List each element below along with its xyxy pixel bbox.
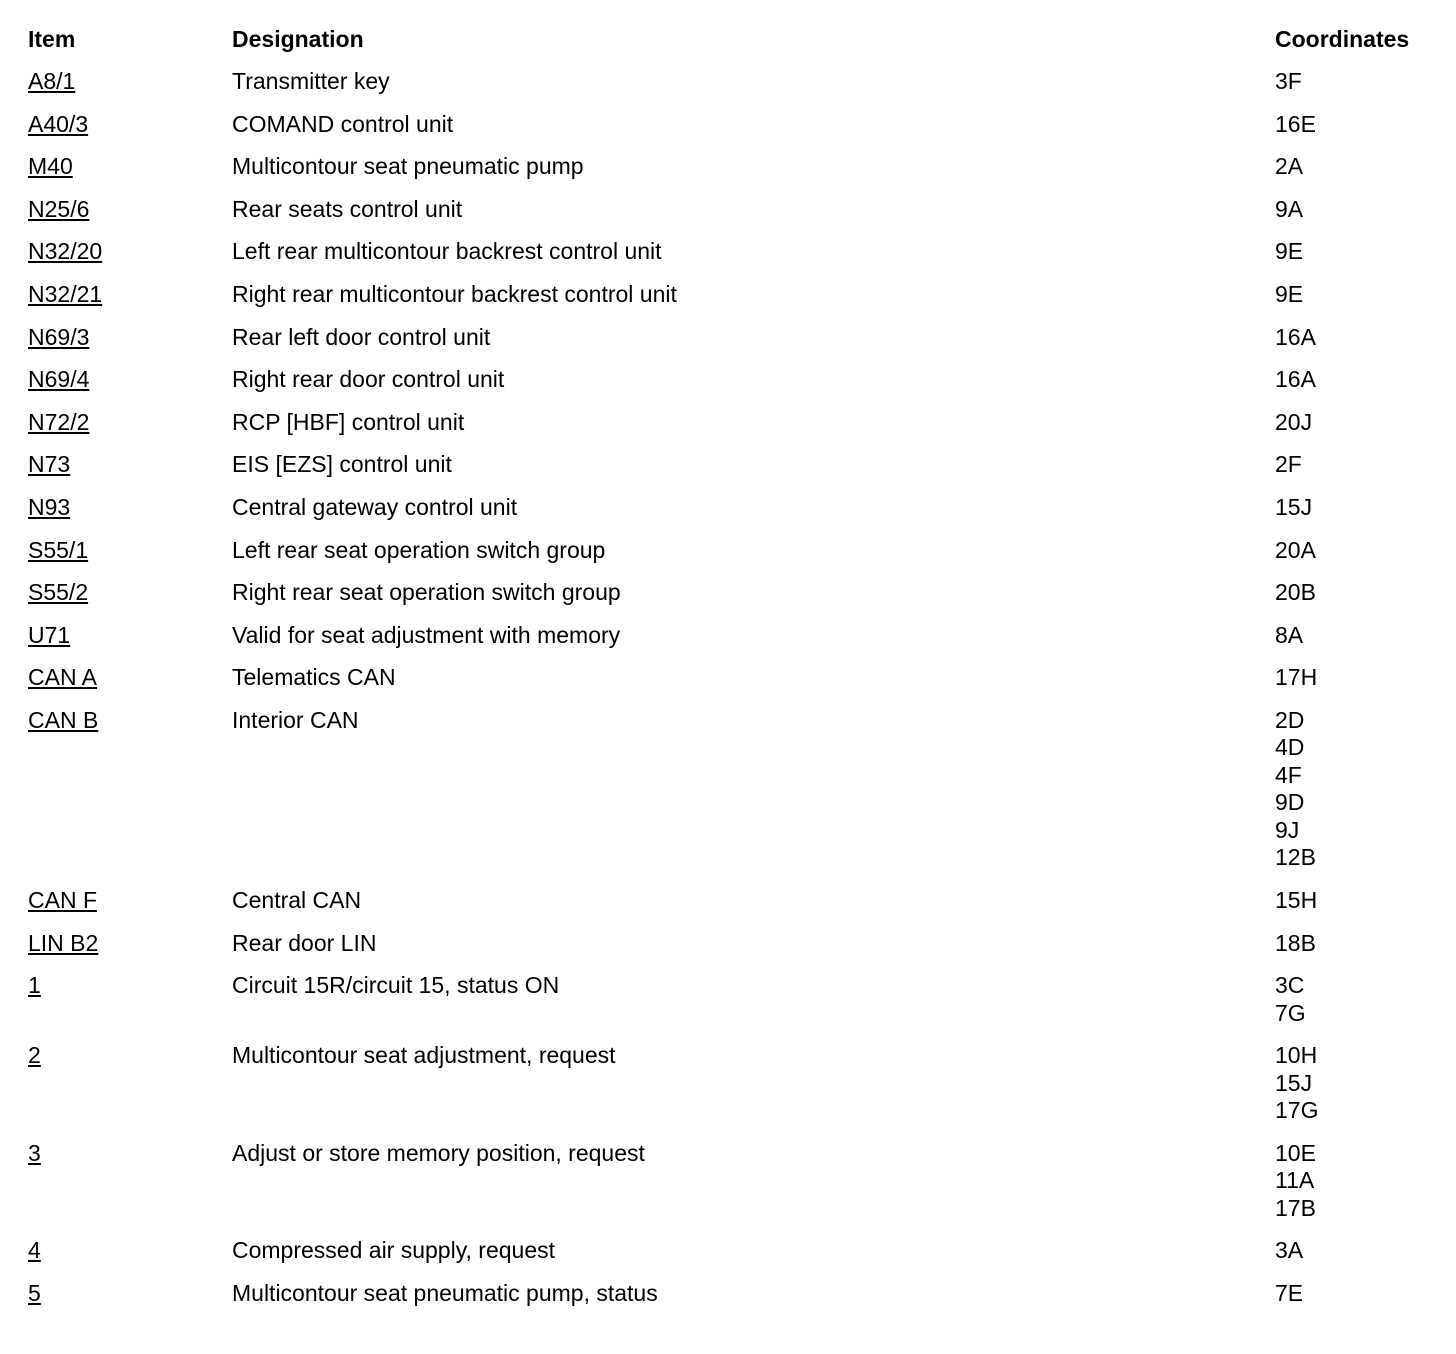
designation-cell: COMAND control unit	[232, 110, 454, 137]
coordinate-value: 20A	[1275, 536, 1316, 563]
item-cell	[28, 537, 232, 565]
item-link[interactable]: 4	[28, 1237, 41, 1264]
table-row	[28, 281, 1438, 324]
coordinate-value: 16E	[1275, 110, 1316, 137]
item-cell	[28, 622, 232, 650]
coordinate-value: 12B	[1275, 844, 1316, 871]
item-cell	[28, 366, 232, 394]
designation-cell: Telematics CAN	[232, 664, 396, 691]
coordinates-cell	[1275, 887, 1435, 915]
coordinate-value: 9D	[1275, 789, 1305, 816]
item-cell	[28, 972, 232, 1000]
designation-cell: Right rear seat operation switch group	[232, 579, 621, 606]
designation-cell: Interior CAN	[232, 706, 359, 733]
coordinates-cell	[1275, 324, 1435, 352]
table-row	[28, 579, 1438, 622]
designation-cell: Central gateway control unit	[232, 493, 518, 520]
coordinate-value: 15J	[1275, 1069, 1313, 1096]
item-cell	[28, 409, 232, 437]
designation-cell: Valid for seat adjustment with memory	[232, 621, 621, 648]
coordinates-cell	[1275, 238, 1435, 266]
coordinates-cell	[1275, 281, 1435, 309]
item-cell	[28, 153, 232, 181]
coordinates-cell	[1275, 153, 1435, 181]
table-row	[28, 1140, 1438, 1238]
coordinates-cell	[1275, 196, 1435, 224]
table-row	[28, 664, 1438, 707]
coordinate-value: 20J	[1275, 408, 1313, 435]
designation-cell: Left rear seat operation switch group	[232, 536, 606, 563]
item-cell	[28, 281, 232, 309]
coordinates-cell	[1275, 537, 1435, 565]
item-link[interactable]: U71	[28, 621, 71, 648]
table-row	[28, 111, 1438, 154]
table-row	[28, 68, 1438, 111]
coordinate-value: 16A	[1275, 366, 1316, 393]
table-row	[28, 537, 1438, 580]
coordinate-value: 3A	[1275, 1237, 1304, 1264]
item-cell	[28, 494, 232, 522]
item-link[interactable]: M40	[28, 153, 73, 180]
table-header	[28, 26, 1438, 68]
coordinates-cell	[1275, 1042, 1435, 1125]
item-link[interactable]: S55/2	[28, 579, 89, 606]
item-cell	[28, 68, 232, 96]
table-row	[28, 324, 1438, 367]
table-row	[28, 366, 1438, 409]
coordinate-value: 2F	[1275, 451, 1302, 478]
designation-cell: Left rear multicontour backrest control unit	[232, 238, 662, 265]
coordinates-cell	[1275, 707, 1435, 872]
coordinate-value: 9A	[1275, 195, 1304, 222]
coordinate-value: 16A	[1275, 323, 1316, 350]
coordinate-value: 2D	[1275, 706, 1305, 733]
coordinate-value: 4F	[1275, 761, 1302, 788]
designation-cell: Circuit 15R/circuit 15, status ON	[232, 972, 560, 999]
legend-table	[28, 26, 1438, 1323]
coordinates-cell	[1275, 579, 1435, 607]
designation-cell: Central CAN	[232, 887, 362, 913]
table-row	[28, 409, 1438, 452]
designation-cell: Rear door LIN	[232, 929, 377, 956]
coordinates-cell	[1275, 1140, 1435, 1223]
table-row	[28, 1042, 1438, 1140]
coordinate-value: 4D	[1275, 734, 1305, 761]
item-link[interactable]: S55/1	[28, 536, 89, 563]
header-item: Item	[28, 26, 76, 52]
item-link[interactable]: N25/6	[28, 195, 90, 222]
item-cell	[28, 196, 232, 224]
coordinate-value: 17H	[1275, 664, 1318, 691]
coordinate-value: 7G	[1275, 999, 1306, 1026]
table-row	[28, 622, 1438, 665]
item-link[interactable]: N93	[28, 493, 71, 520]
coordinate-value: 3F	[1275, 68, 1302, 94]
designation-cell: Transmitter key	[232, 68, 390, 94]
item-cell	[28, 707, 232, 735]
item-link[interactable]: N73	[28, 451, 71, 478]
table-row	[28, 887, 1438, 930]
table-row	[28, 972, 1438, 1042]
designation-cell: EIS [EZS] control unit	[232, 451, 452, 478]
coordinate-value: 10E	[1275, 1139, 1316, 1166]
coordinates-cell	[1275, 451, 1435, 479]
item-link[interactable]: N32/20	[28, 238, 103, 265]
table-row	[28, 930, 1438, 973]
item-link[interactable]: N72/2	[28, 408, 90, 435]
coordinates-cell	[1275, 409, 1435, 437]
coordinate-value: 17B	[1275, 1194, 1316, 1221]
coordinate-value: 7E	[1275, 1280, 1304, 1307]
coordinate-value: 8A	[1275, 621, 1304, 648]
designation-cell: Adjust or store memory position, request	[232, 1139, 645, 1166]
item-link[interactable]: 2	[28, 1042, 41, 1069]
coordinate-value: 15H	[1275, 887, 1318, 913]
item-cell	[28, 238, 232, 266]
designation-cell: Multicontour seat pneumatic pump	[232, 153, 584, 180]
table-row	[28, 707, 1438, 887]
item-link[interactable]: CAN F	[28, 887, 97, 913]
item-link[interactable]: 5	[28, 1280, 41, 1307]
coordinates-cell	[1275, 68, 1435, 96]
coordinates-cell	[1275, 930, 1435, 958]
item-cell	[28, 887, 232, 915]
item-link[interactable]: N69/4	[28, 366, 90, 393]
designation-cell: RCP [HBF] control unit	[232, 408, 465, 435]
item-link[interactable]: N69/3	[28, 323, 90, 350]
coordinates-cell	[1275, 366, 1435, 394]
coordinates-cell	[1275, 664, 1435, 692]
item-cell	[28, 579, 232, 607]
item-cell	[28, 1140, 232, 1168]
item-link[interactable]: LIN B2	[28, 929, 99, 956]
item-cell	[28, 111, 232, 139]
coordinate-value: 9J	[1275, 816, 1300, 843]
coordinates-cell	[1275, 1237, 1435, 1265]
item-link[interactable]: CAN A	[28, 664, 98, 691]
item-cell	[28, 324, 232, 352]
coordinate-value: 9E	[1275, 280, 1304, 307]
item-cell	[28, 664, 232, 692]
designation-cell: Compressed air supply, request	[232, 1237, 555, 1264]
table-row	[28, 153, 1438, 196]
table-row	[28, 494, 1438, 537]
coordinate-value: 18B	[1275, 929, 1316, 956]
coordinates-cell	[1275, 972, 1435, 1027]
table-row	[28, 1280, 1438, 1323]
designation-cell: Right rear door control unit	[232, 366, 505, 393]
item-link[interactable]: A40/3	[28, 110, 89, 137]
item-cell	[28, 930, 232, 958]
item-cell	[28, 451, 232, 479]
coordinate-value: 2A	[1275, 153, 1304, 180]
item-cell	[28, 1280, 232, 1308]
coordinate-value: 15J	[1275, 493, 1313, 520]
item-link[interactable]: 3	[28, 1139, 41, 1166]
table-row	[28, 1237, 1438, 1280]
coordinates-cell	[1275, 1280, 1435, 1308]
item-link[interactable]: CAN B	[28, 706, 99, 733]
designation-cell: Multicontour seat pneumatic pump, status	[232, 1280, 658, 1307]
item-cell	[28, 1042, 232, 1070]
designation-cell: Rear seats control unit	[232, 195, 463, 222]
table-body	[28, 68, 1438, 1323]
designation-cell: Multicontour seat adjustment, request	[232, 1042, 616, 1069]
item-link[interactable]: N32/21	[28, 280, 103, 307]
table-row	[28, 196, 1438, 239]
coordinate-value: 9E	[1275, 238, 1304, 265]
item-link[interactable]: 1	[28, 972, 41, 999]
coordinates-cell	[1275, 111, 1435, 139]
item-cell	[28, 1237, 232, 1265]
header-designation: Designation	[232, 26, 364, 52]
coordinate-value: 3C	[1275, 972, 1305, 999]
coordinates-cell	[1275, 622, 1435, 650]
item-link[interactable]: A8/1	[28, 68, 76, 94]
designation-cell: Right rear multicontour backrest control unit	[232, 280, 677, 307]
header-coordinates: Coordinates	[1275, 26, 1410, 52]
coordinate-value: 10H	[1275, 1042, 1318, 1069]
designation-cell: Rear left door control unit	[232, 323, 491, 350]
table-row	[28, 451, 1438, 494]
coordinate-value: 17G	[1275, 1097, 1319, 1124]
table-row	[28, 238, 1438, 281]
coordinate-value: 20B	[1275, 579, 1316, 606]
coordinates-cell	[1275, 494, 1435, 522]
coordinate-value: 11A	[1275, 1167, 1315, 1194]
